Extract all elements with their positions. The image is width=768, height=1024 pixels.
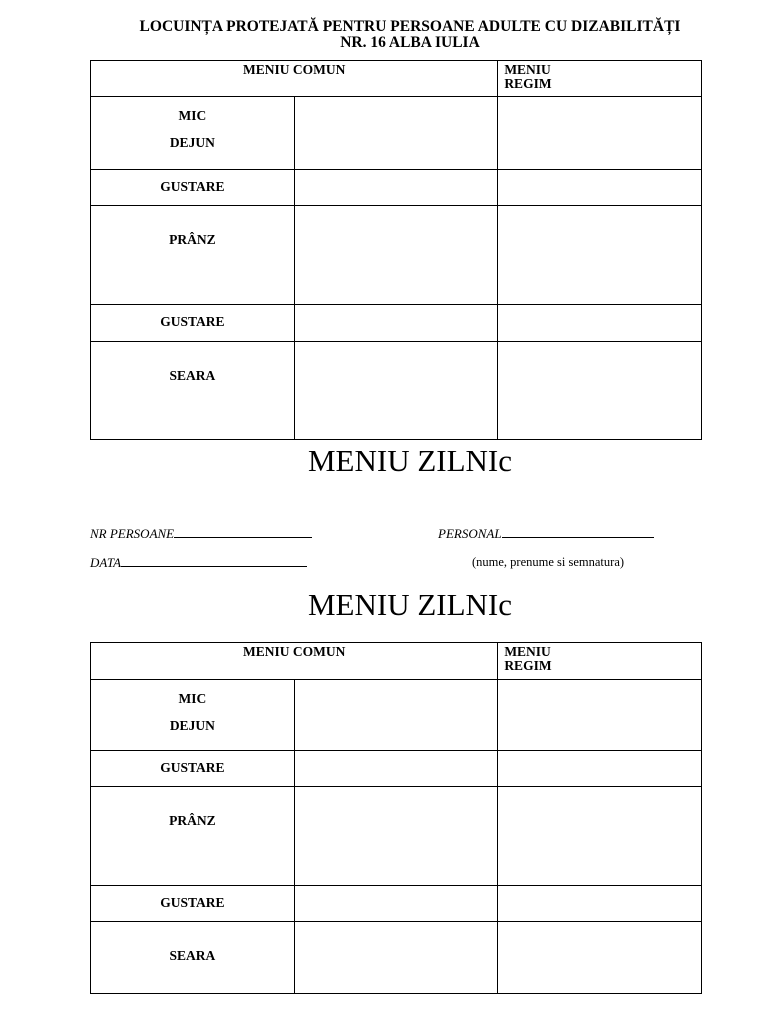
data-field bbox=[90, 555, 307, 571]
row-label-seara: SEARA bbox=[91, 342, 295, 440]
dejun-label-2: DEJUN bbox=[169, 718, 215, 733]
cell-gustare-3-regim[interactable] bbox=[498, 751, 702, 787]
dejun-label: DEJUN bbox=[169, 135, 215, 150]
row-label-pranz-2: PRÂNZ bbox=[91, 787, 295, 886]
header-regim-line2-2: REGIM bbox=[504, 658, 552, 673]
header-meniu-regim bbox=[498, 61, 702, 97]
cell-pranz-regim[interactable] bbox=[498, 206, 702, 305]
cell-gustare-4-regim[interactable] bbox=[498, 886, 702, 922]
header-regim-line1-2: MENIU bbox=[504, 644, 551, 659]
nr-persoane-line[interactable] bbox=[174, 526, 312, 538]
cell-pranz-common-2[interactable] bbox=[294, 787, 498, 886]
row-label-gustare-2: GUSTARE bbox=[91, 305, 295, 342]
data-line[interactable] bbox=[121, 555, 307, 567]
institution-number: NR. 16 ALBA IULIA bbox=[340, 34, 480, 51]
nr-persoane-label: NR PERSOANE bbox=[90, 526, 175, 541]
cell-mic-dejun-regim-2[interactable] bbox=[498, 680, 702, 751]
cell-gustare-3-common[interactable] bbox=[294, 751, 498, 787]
personal-field bbox=[438, 526, 654, 542]
data-label: DATA bbox=[90, 555, 122, 570]
cell-gustare-regim[interactable] bbox=[498, 170, 702, 206]
cell-seara-regim[interactable] bbox=[498, 342, 702, 440]
header-regim-line1: MENIU bbox=[504, 62, 551, 77]
cell-mic-dejun-common[interactable] bbox=[294, 97, 498, 170]
row-label-seara-2: SEARA bbox=[91, 922, 295, 994]
cell-mic-dejun-common-2[interactable] bbox=[294, 680, 498, 751]
header-regim-line2: REGIM bbox=[504, 76, 552, 91]
row-label-gustare: GUSTARE bbox=[91, 170, 295, 206]
row-label-mic-dejun-2 bbox=[91, 680, 295, 751]
cell-seara-common-2[interactable] bbox=[294, 922, 498, 994]
row-label-gustare-3: GUSTARE bbox=[91, 751, 295, 787]
row-label-pranz: PRÂNZ bbox=[91, 206, 295, 305]
mic-label-2: MIC bbox=[178, 691, 207, 706]
personal-line[interactable] bbox=[502, 526, 654, 538]
row-label-mic-dejun bbox=[91, 97, 295, 170]
nr-persoane-field bbox=[90, 526, 312, 542]
cell-gustare-2-common[interactable] bbox=[294, 305, 498, 342]
cell-pranz-common[interactable] bbox=[294, 206, 498, 305]
header-meniu-comun: MENIU COMUN bbox=[91, 61, 498, 97]
cell-seara-common[interactable] bbox=[294, 342, 498, 440]
header-meniu-comun-2: MENIU COMUN bbox=[91, 643, 498, 680]
document-header bbox=[0, 19, 768, 51]
cell-pranz-regim-2[interactable] bbox=[498, 787, 702, 886]
cell-gustare-4-common[interactable] bbox=[294, 886, 498, 922]
menu-table-bottom bbox=[90, 642, 702, 994]
cell-mic-dejun-regim[interactable] bbox=[498, 97, 702, 170]
cell-gustare-common[interactable] bbox=[294, 170, 498, 206]
mic-label: MIC bbox=[178, 108, 207, 123]
personal-label: PERSONAL bbox=[438, 526, 502, 541]
page-title-2: MENIU ZILNIc bbox=[307, 587, 512, 622]
row-label-gustare-4: GUSTARE bbox=[91, 886, 295, 922]
page-title-1: MENIU ZILNIc bbox=[307, 443, 512, 478]
cell-gustare-2-regim[interactable] bbox=[498, 305, 702, 342]
cell-seara-regim-2[interactable] bbox=[498, 922, 702, 994]
menu-table-top bbox=[90, 60, 702, 440]
signature-note: (nume, prenume si semnatura) bbox=[472, 555, 625, 569]
header-meniu-regim-2 bbox=[498, 643, 702, 680]
institution-name: LOCUINȚA PROTEJATĂ PENTRU PERSOANE ADULTE CU DIZABILITĂȚI bbox=[139, 18, 681, 35]
